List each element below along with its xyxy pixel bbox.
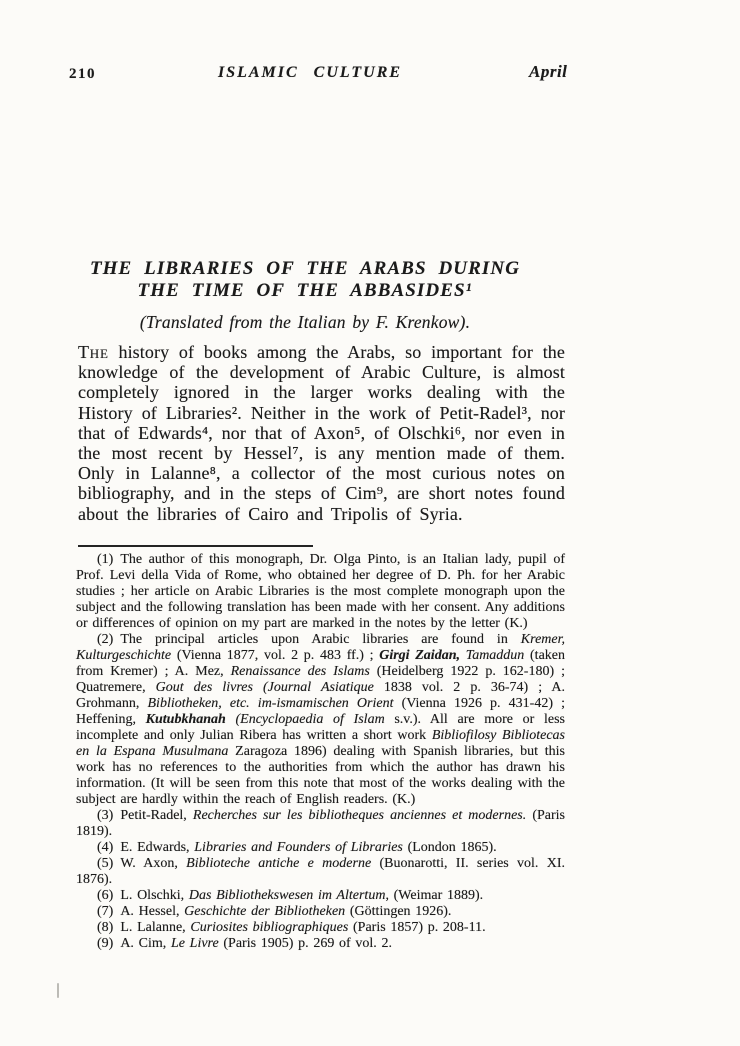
footnote (76, 552, 565, 632)
footnote-segment: (Heidelberg 1922 p. 162-180) ; Quatremere, (76, 664, 565, 695)
footnote-segment: , (Weimar 1889). (385, 888, 484, 903)
footnote-segment: Libraries and Founders of Libraries (194, 840, 408, 855)
footnote-segment: Kremer, Kulturgeschichte (76, 632, 565, 663)
footnote (76, 856, 565, 888)
footnote-segment: (5) W. Axon, (97, 856, 187, 871)
footnote-segment: Kutubkhanah (145, 712, 236, 727)
footnote-segment: Bibliofilosy Bibliotecas en la Espana Musulmana (76, 728, 565, 759)
scan-artifact (57, 983, 59, 998)
footnote-segment: Tamaddun (465, 648, 531, 663)
footnote-segment: Curiosites bibliographiques (190, 920, 353, 935)
footnote-segment: (6) L. Olschki, (97, 888, 189, 903)
footnote (76, 936, 565, 952)
footnote-segment: (Vienna 1877, vol. 2 p. 483 ff.) ; (176, 648, 380, 663)
footnote-segment: (1) The author of this monograph, Dr. Olga Pinto, is an Italian lady, pupil of Prof. Levi della Vida of Rome, who obtained her degree of D. Ph. for her Arabic studies ; her article on Arabic Libraries is the most complete monograph upon the subject and the following translation has been made with her consent. Any additions or differences of opinion on my part are marked in the notes by the letter (K.) (76, 552, 565, 631)
article-title-line2: THE TIME OF THE ABBASIDES¹ (137, 280, 473, 301)
footnote-segment: Gout des livres (Journal Asiatique (155, 680, 384, 695)
footnote-segment: (Göttingen 1926). (349, 904, 452, 919)
footnote-segment: Das Bibliothekswesen im Altertum (188, 888, 386, 903)
footnote-segment: (Paris 1905) p. 269 of vol. 2. (223, 936, 392, 951)
footnotes (76, 552, 565, 952)
body-paragraph-text: history of books among the Arabs, so important for the knowledge of the development of Arabic Culture, is almost completely ignored in the larger works dealing with the History of Libraries². Neither in the work of Petit-Radel³, nor that of Edwards⁴, nor that of Axon⁵, of Olschki⁶, nor even in the most recent by Hessel⁷, is any mention made of them. Only in Lalanne⁸, a collector of the most curious notes on bibliography, and in the steps of Cim⁹, are short notes found about the libraries of Cairo and Tripolis of Syria. (78, 342, 565, 524)
article-title (60, 258, 550, 302)
footnote-segment: (Vienna 1926 p. 431-42) ; Heffening, (76, 696, 566, 727)
footnote-segment: Biblioteche antiche e moderne (186, 856, 380, 871)
lead-word: The (78, 342, 109, 362)
footnote-segment: Bibliotheken, etc. im-ismamischen Orient (147, 696, 402, 711)
article-body-paragraph (78, 342, 565, 524)
footnote-segment: (Encyclopaedia of Islam (235, 712, 395, 727)
footnote-segment: Le Livre (170, 936, 224, 951)
footnote (76, 888, 565, 904)
footnote-segment: Renaissance des Islams (230, 664, 377, 679)
footnote (76, 632, 565, 808)
footnote-segment: (3) Petit-Radel, (97, 808, 193, 823)
page-number: 210 (69, 66, 96, 82)
footnote-segment: (Paris 1819). (76, 808, 565, 839)
footnote (76, 808, 565, 840)
translation-byline: (Translated from the Italian by F. Krenkow). (139, 312, 471, 332)
footnote (76, 840, 565, 856)
footnote-segment: Zaragoza 1896) dealing with Spanish libraries, but this work has no references to the authorities from which the author has drawn his information. (It will be seen from this note that most of the works dealing with the subject are hardly within the reach of English readers. (K.) (76, 744, 565, 807)
footnote-segment: (8) L. Lalanne, (97, 920, 191, 935)
footnote-segment: Recherches sur les bibliotheques anciennes et modernes. (192, 808, 533, 823)
footnote-segment: s.v.). All are more or less incomplete and only Julian Ribera has written a short work (76, 712, 566, 743)
footnote-segment: (London 1865). (407, 840, 497, 855)
issue-month: April (529, 62, 568, 81)
footnote-segment: (4) E. Edwards, (97, 840, 195, 855)
footnote-separator-rule (78, 545, 313, 547)
footnote-segment: (2) The principal articles upon Arabic libraries are found in (97, 632, 521, 647)
footnote-segment: 1838 vol. 2 p. 36-74) ; A. Grohmann, (76, 680, 565, 711)
footnote (76, 920, 565, 936)
footnote-segment: Geschichte der Bibliotheken (184, 904, 350, 919)
journal-running-title: ISLAMIC CULTURE (217, 64, 403, 81)
footnote-segment: (9) A. Cim, (97, 936, 171, 951)
article-title-line1: THE LIBRARIES OF THE ARABS DURING (89, 258, 521, 279)
footnote-segment: (Paris 1857) p. 208-11. (353, 920, 486, 935)
footnote-segment: (7) A. Hessel, (97, 904, 185, 919)
footnote-segment: (taken from Kremer) ; A. Mez, (76, 648, 565, 679)
footnote-segment: (Buonarotti, II. series vol. XI. 1876). (76, 856, 565, 887)
footnote (76, 904, 565, 920)
footnote-segment: Girgi Zaidan, (379, 648, 466, 663)
